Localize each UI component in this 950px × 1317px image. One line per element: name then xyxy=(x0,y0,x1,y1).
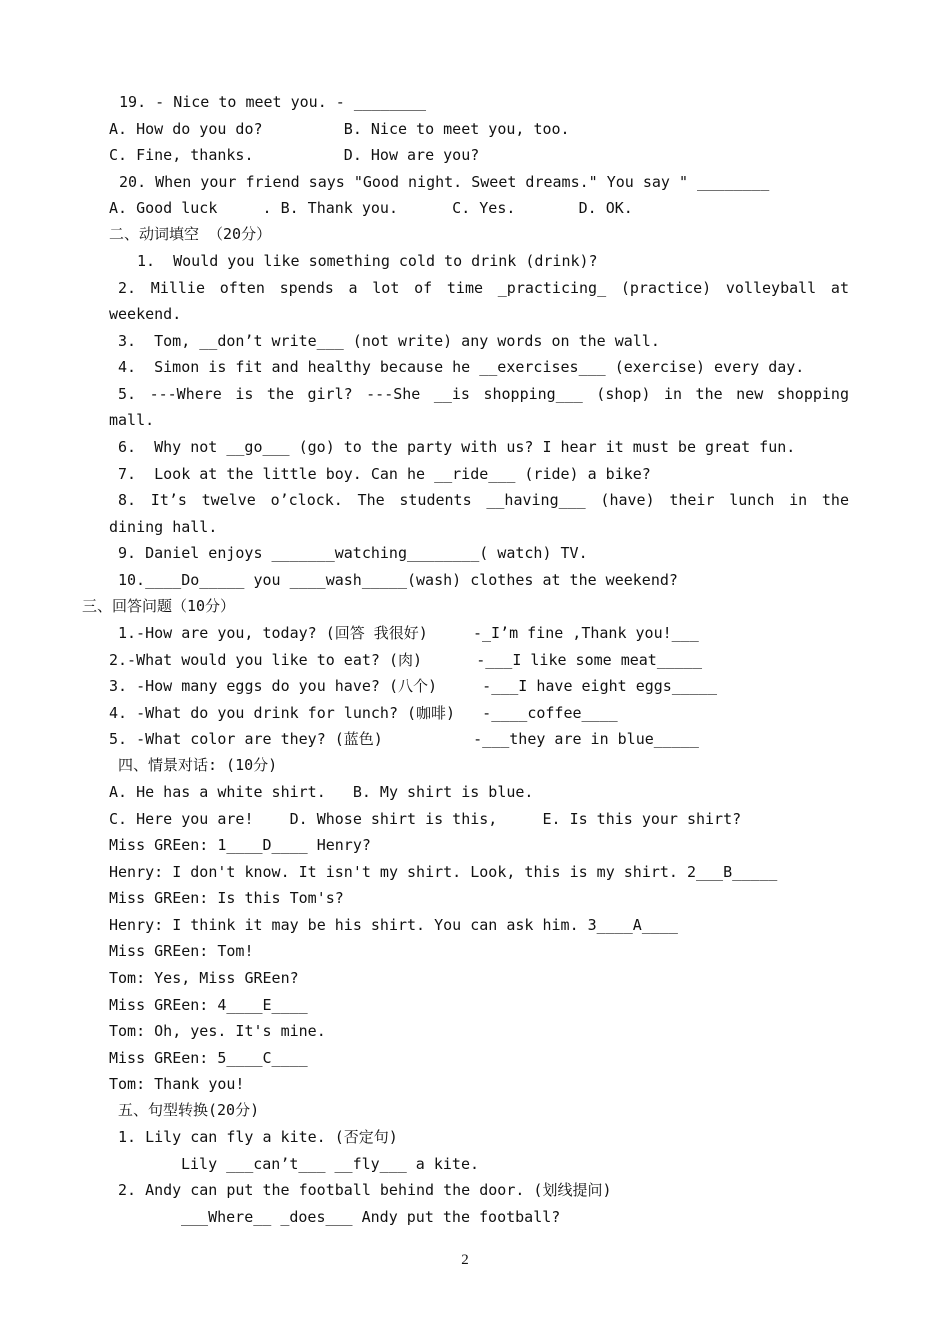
page-number: 2 xyxy=(461,1252,469,1268)
verb-q2-cont: weekend. xyxy=(109,305,182,323)
q19-options-ab: A. How do you do? B. Nice to meet you, too. xyxy=(109,120,570,138)
verb-q5: 5. ---Where is the girl? ---She __is shopping___ (shop) in the new shopping xyxy=(118,385,849,403)
verb-q2: 2. Millie often spends a lot of time _practicing_ (practice) volleyball at xyxy=(118,279,849,297)
transform-q2: 2. Andy can put the football behind the door. (划线提问) xyxy=(118,1181,612,1199)
dialog-line-10: Tom: Thank you! xyxy=(109,1075,245,1093)
answer-q3: 3. -How many eggs do you have? (八个) -___I have eight eggs_____ xyxy=(109,677,717,695)
verb-q8-cont: dining hall. xyxy=(109,518,218,536)
verb-q10: 10.____Do_____ you ____wash_____(wash) clothes at the weekend? xyxy=(118,571,678,589)
verb-q6: 6. Why not __go___ (go) to the party with us? I hear it must be great fun. xyxy=(118,438,796,456)
q19-options-cd: C. Fine, thanks. D. How are you? xyxy=(109,146,480,164)
dialog-line-5: Miss GREen: Tom! xyxy=(109,942,254,960)
section-5-heading: 五、句型转换(20分) xyxy=(118,1101,260,1119)
dialog-options-cde: C. Here you are! D. Whose shirt is this, E. Is this your shirt? xyxy=(109,810,742,828)
dialog-line-8: Tom: Oh, yes. It's mine. xyxy=(109,1022,326,1040)
verb-q7: 7. Look at the little boy. Can he __ride___ (ride) a bike? xyxy=(118,465,651,483)
verb-q4: 4. Simon is fit and healthy because he __exercises___ (exercise) every day. xyxy=(118,358,805,376)
q19-line: 19. - Nice to meet you. - ________ xyxy=(110,93,427,111)
answer-q2: 2.-What would you like to eat? (肉) -___I like some meat_____ xyxy=(109,651,702,669)
verb-q1: 1. Would you like something cold to drink (drink)? xyxy=(137,252,598,270)
answer-q5: 5. -What color are they? (蓝色) -___they are in blue_____ xyxy=(109,730,699,748)
transform-q1: 1. Lily can fly a kite. (否定句) xyxy=(118,1128,398,1146)
answer-q4: 4. -What do you drink for lunch? (咖啡) -____coffee____ xyxy=(109,704,618,722)
dialog-line-7: Miss GREen: 4____E____ xyxy=(109,996,308,1014)
dialog-options-ab: A. He has a white shirt. B. My shirt is blue. xyxy=(109,783,534,801)
dialog-line-3: Miss GREen: Is this Tom's? xyxy=(109,889,344,907)
verb-q3: 3. Tom, __don’t write___ (not write) any words on the wall. xyxy=(118,332,660,350)
section-2-heading: 二、动词填空 （20分） xyxy=(109,225,272,243)
dialog-line-4: Henry: I think it may be his shirt. You can ask him. 3____A____ xyxy=(109,916,678,934)
section-4-heading: 四、情景对话: (10分) xyxy=(118,756,278,774)
verb-q9: 9. Daniel enjoys _______watching________( watch) TV. xyxy=(118,544,588,562)
transform-q2-answer: ___Where__ _does___ Andy put the football? xyxy=(181,1208,561,1226)
section-3-heading: 三、回答问题（10分） xyxy=(82,597,236,615)
dialog-line-2: Henry: I don't know. It isn't my shirt. Look, this is my shirt. 2___B_____ xyxy=(109,863,778,881)
answer-q1: 1.-How are you, today? (回答 我很好) -_I’m fine ,Thank you!___ xyxy=(118,624,699,642)
dialog-line-9: Miss GREen: 5____C____ xyxy=(109,1049,308,1067)
dialog-line-1: Miss GREen: 1____D____ Henry? xyxy=(109,836,371,854)
transform-q1-answer: Lily ___can’t___ __fly___ a kite. xyxy=(181,1155,480,1173)
dialog-line-6: Tom: Yes, Miss GREen? xyxy=(109,969,299,987)
q20-line: 20. When your friend says "Good night. Sweet dreams." You say " ________ xyxy=(110,173,770,191)
verb-q8: 8. It’s twelve o’clock. The students __having___ (have) their lunch in the xyxy=(118,491,849,509)
verb-q5-cont: mall. xyxy=(109,411,155,429)
q20-options: A. Good luck . B. Thank you. C. Yes. D. OK. xyxy=(109,199,633,217)
